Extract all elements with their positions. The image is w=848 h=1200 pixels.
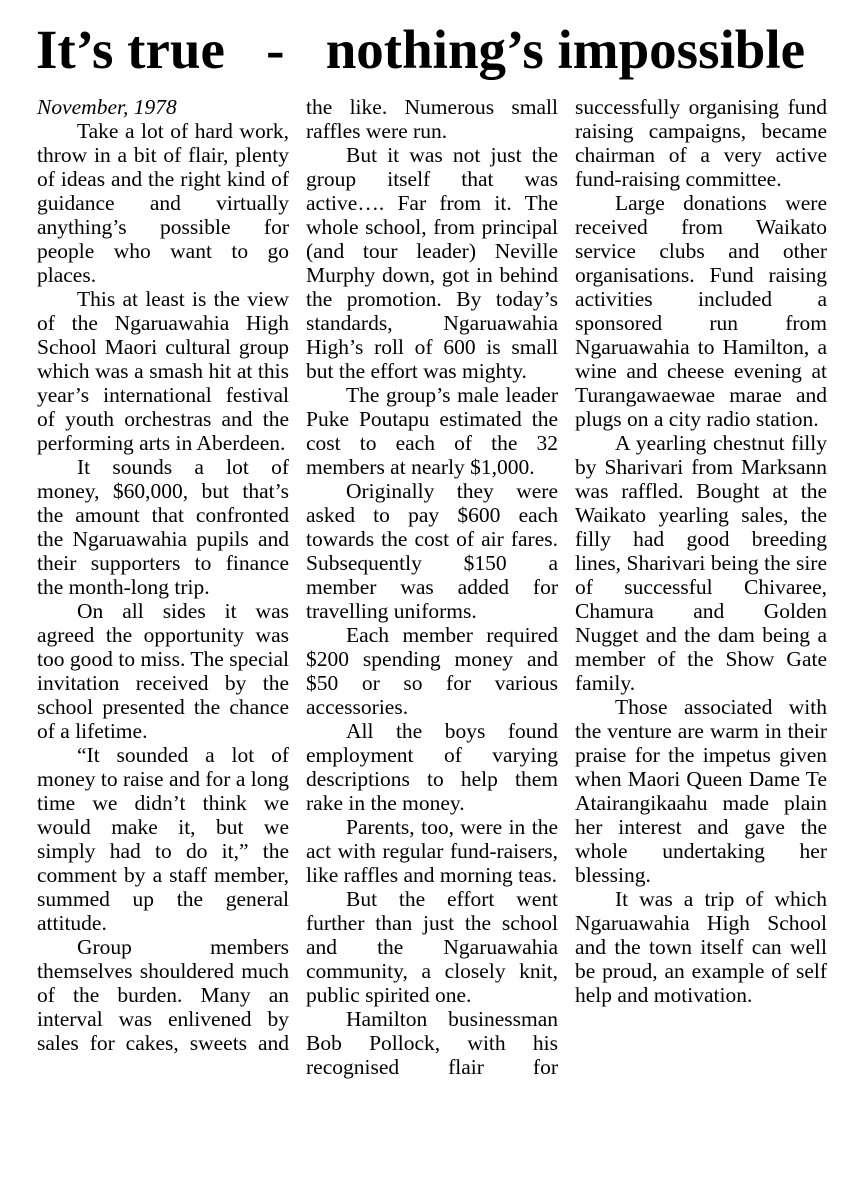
column-3 — [575, 95, 827, 1079]
article-paragraph: It sounds a lot of money, $60,000, but that’s the amount that confronted the Ngaruawahia pupils and their supporters to finance the month-long trip. — [37, 454, 289, 599]
article-paragraph: Group members themselves shouldered much of the burden. Many an interval was enlivened by sales for cakes, sweets and — [37, 934, 289, 1055]
article-paragraph: It was a trip of which Ngaruawahia High School and the town itself can well be proud, an example of self help and motivation. — [575, 886, 827, 1007]
article-paragraph: The group’s male leader Puke Poutapu estimated the cost to each of the 32 members at nearly $1,000. — [306, 382, 558, 479]
article-columns — [0, 81, 848, 1079]
column-2 — [306, 95, 558, 1079]
article-paragraph: But it was not just the group itself that was active…. Far from it. The whole school, from principal (and tour leader) Neville Murphy down, got in behind the promotion. By today’s standards, Ngaruawahia High’s roll of 600 is small but the effort was mighty. — [306, 142, 558, 383]
article-paragraph: This at least is the view of the Ngaruawahia High School Maori cultural group which was a smash hit at this year’s international festival of youth orchestras and the performing arts in Aberdeen. — [37, 286, 289, 455]
article-paragraph: Parents, too, were in the act with regular fund-raisers, like raffles and morning teas. — [306, 814, 558, 887]
article-paragraph: All the boys found employment of varying descriptions to help them rake in the money. — [306, 718, 558, 815]
article-paragraph: A yearling chestnut filly by Sharivari from Marksann was raffled. Bought at the Waikato yearling sales, the filly had good breeding lines, Sharivari being the sire of successful Chivaree, Chamura and Golden Nugget and the dam being a member of the Show Gate family. — [575, 430, 827, 695]
article-paragraph: Large donations were received from Waikato service clubs and other organisations. Fund raising activities included a sponsored run from Ngaruawahia to Hamilton, a wine and cheese evening at Turangawaewae marae and plugs on a city radio station. — [575, 190, 827, 431]
article-paragraph: successfully organising fund raising campaigns, became chairman of a very active fund-raising committee. — [575, 94, 827, 191]
column-1 — [37, 95, 289, 1079]
article-paragraph: Originally they were asked to pay $600 each towards the cost of air fares. Subsequently $150 a member was added for travelling uniforms. — [306, 478, 558, 623]
article-headline: It’s true - nothing’s impossible — [36, 19, 806, 80]
article-paragraph: But the effort went further than just the school and the Ngaruawahia community, a closely knit, public spirited one. — [306, 886, 558, 1007]
article-paragraph: On all sides it was agreed the opportunity was too good to miss. The special invitation received by the school presented the chance of a lifetime. — [37, 598, 289, 743]
dateline: November, 1978 — [37, 94, 177, 119]
article-paragraph: “It sounded a lot of money to raise and for a long time we didn’t think we would make it, but we simply had to do it,” the comment by a staff member, summed up the general attitude. — [37, 742, 289, 935]
article-paragraph: Each member required $200 spending money and $50 or so for various accessories. — [306, 622, 558, 719]
article-paragraph: Hamilton businessman Bob Pollock, with his recognised flair for — [306, 1006, 558, 1079]
article-paragraph: Those associated with the venture are warm in their praise for the impetus given when Maori Queen Dame Te Atairangikaahu made plain her interest and gave the whole undertaking her blessing. — [575, 694, 827, 887]
article-paragraph: the like. Numerous small raffles were run. — [306, 94, 558, 143]
article-paragraph: Take a lot of hard work, throw in a bit of flair, plenty of ideas and the right kind of guidance and virtually anything’s possible for people who want to go places. — [37, 118, 289, 287]
